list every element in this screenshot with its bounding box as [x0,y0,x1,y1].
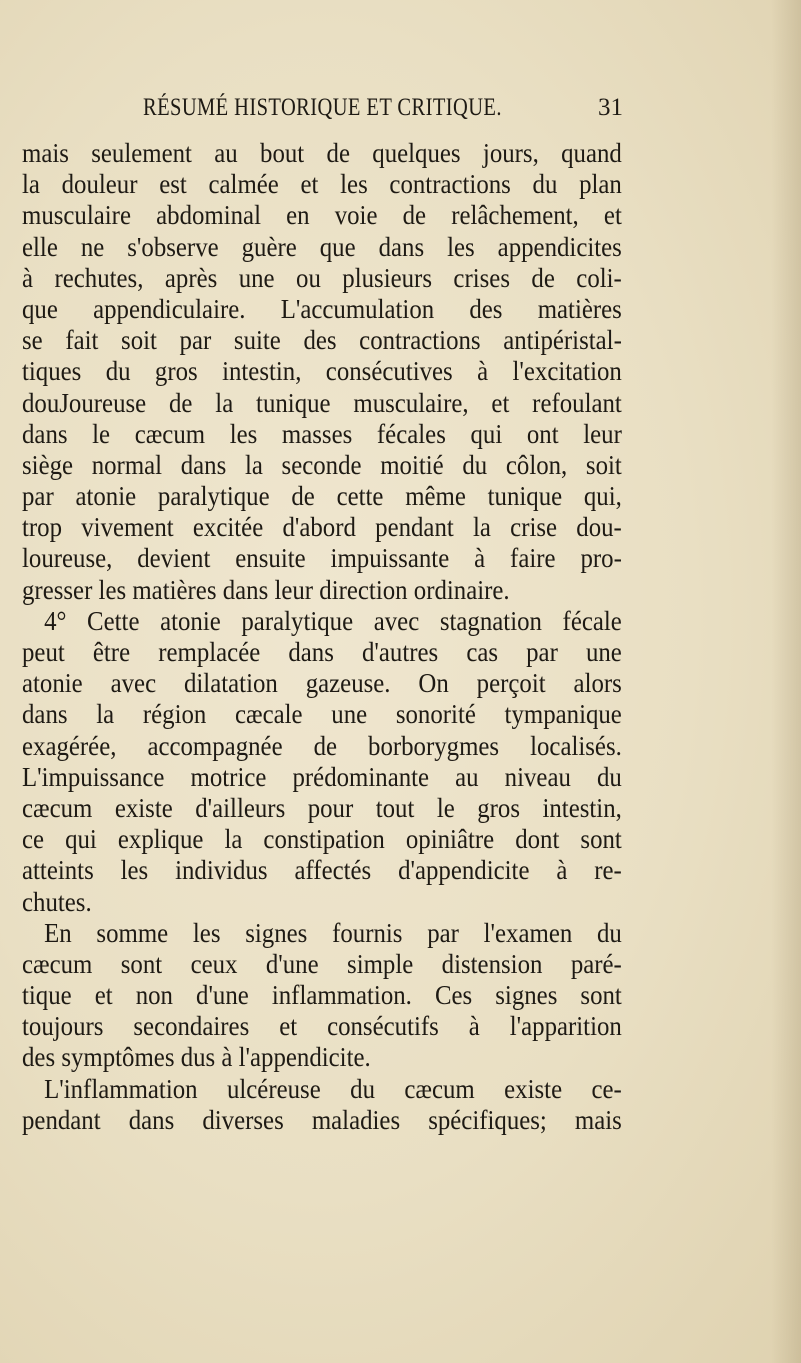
text-line: tique et non d'une inflammation. Ces signes sont [22,980,622,1011]
text-line: chutes. [22,886,92,917]
text-line: atteints les individus affectés d'appendicite à re- [22,855,622,886]
text-line: tiques du gros intestin, consécutives à l'excitation [22,356,622,387]
text-line: mais seulement au bout de quelques jours, quand [22,138,622,168]
text-line: atonie avec dilatation gazeuse. On perçoit alors [22,668,622,699]
running-header-title: RÉSUMÉ HISTORIQUE ET CRITIQUE. [143,94,502,121]
text-line: à rechutes, après une ou plusieurs crises de coli- [22,262,622,293]
text-line: toujours secondaires et consécutifs à l'apparition [22,1011,622,1042]
text-line: trop vivement excitée d'abord pendant la crise dou- [22,512,622,543]
text-line: cæcum sont ceux d'une simple distension paré- [22,948,622,979]
text-line: dans le cæcum les masses fécales qui ont leur [22,418,622,449]
paragraph-start-line: L'inflammation ulcéreuse du cæcum existe ce- [44,1073,622,1104]
text-line: loureuse, devient ensuite impuissante à faire pro- [22,543,622,574]
text-line: gresser les matières dans leur direction ordinaire. [22,574,510,605]
text-line: siège normal dans la seconde moitié du côlon, soit [22,449,622,480]
text-line: que appendiculaire. L'accumulation des matières [22,293,622,324]
text-line: pendant dans diverses maladies spécifiques; mais [22,1104,622,1135]
text-line: L'impuissance motrice prédominante au niveau du [22,761,622,792]
page-edge-shadow [771,0,801,1363]
page-number: 31 [598,94,623,121]
text-line: par atonie paralytique de cette même tunique qui, [22,481,622,512]
text-line: dans la région cæcale une sonorité tympanique [22,699,622,730]
text-line: elle ne s'observe guère que dans les appendicites [22,231,622,262]
text-line: exagérée, accompagnée de borborygmes localisés. [22,730,622,761]
running-header [143,94,623,130]
text-line: la douleur est calmée et les contractions du plan [22,169,622,200]
text-line: ce qui explique la constipation opiniâtre dont sont [22,824,622,855]
text-line: cæcum existe d'ailleurs pour tout le gros intestin, [22,792,622,823]
paragraph-start-line: 4° Cette atonie paralytique avec stagnation fécale [44,605,622,636]
text-line: des symptômes dus à l'appendicite. [22,1042,371,1073]
paragraph-start-line: En somme les signes fournis par l'examen du [44,917,622,948]
text-line: musculaire abdominal en voie de relâchement, et [22,200,622,231]
text-line: douJoureuse de la tunique musculaire, et refoulant [22,387,622,418]
page-body-text [22,138,622,1136]
text-line: se fait soit par suite des contractions antipéristal- [22,325,622,356]
text-line: peut être remplacée dans d'autres cas par une [22,637,622,667]
